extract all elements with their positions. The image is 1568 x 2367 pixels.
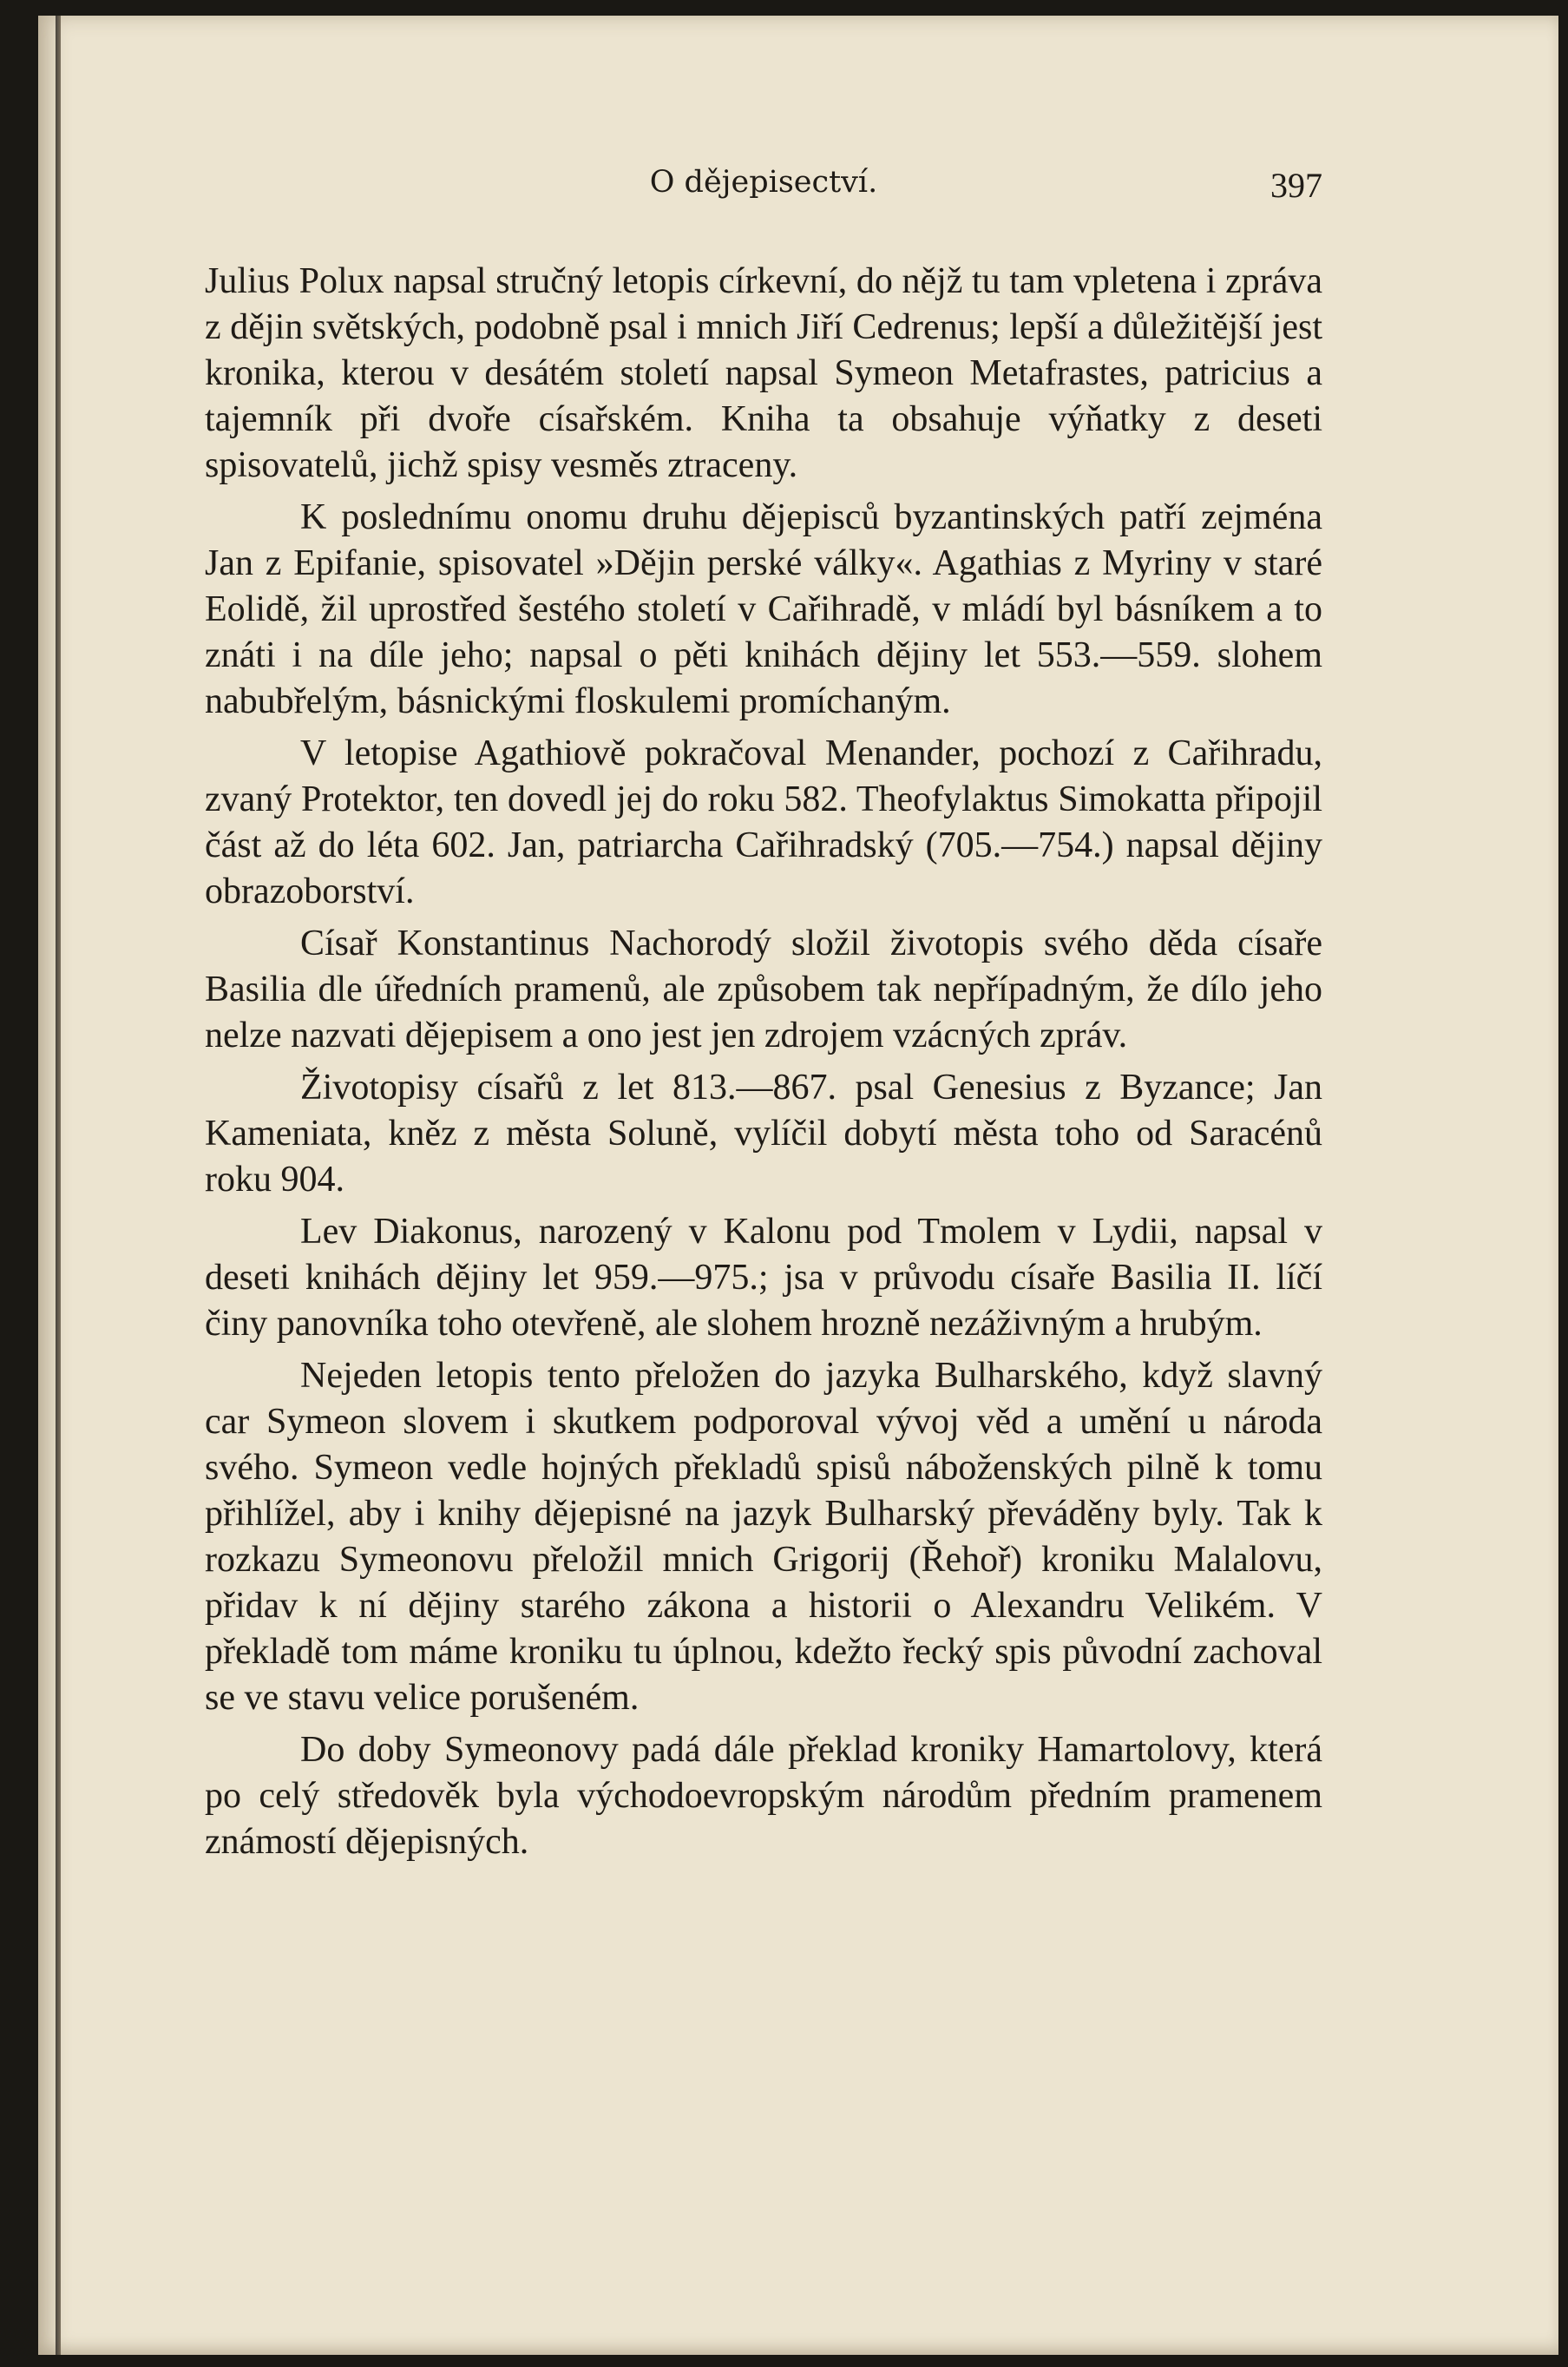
- running-title: O dějepisectví.: [649, 165, 878, 200]
- page-header: [205, 165, 1322, 214]
- binding-edge: [56, 16, 61, 2355]
- paragraph: Životopisy císařů z let 813.—867. psal Genesius z Byzance; Jan Kameniata, kněz z města Soluně, vylíčil dobytí města toho od Saracénů roku 904.: [205, 1068, 1322, 1200]
- body-text: [205, 259, 1322, 1865]
- paragraph: Julius Polux napsal stručný letopis církevní, do nějž tu tam vpletena i zpráva z dějin světských, podobně psal i mnich Jiří Cedrenus; lepší a důležitější jest kronika, kterou v desátém století napsal Symeon Metafrastes, patricius a tajemník při dvoře císařském. Kniha ta obsahuje výňatky z deseti spisovatelů, jichž spisy vesměs ztraceny.: [205, 261, 1322, 485]
- paragraph: Do doby Symeonovy padá dále překlad kroniky Hamartolovy, která po celý středověk byla východoevropským národům předním pramenem známostí dějepisných.: [205, 1730, 1322, 1862]
- paragraph: K poslednímu onomu druhu dějepisců byzantinských patří zejména Jan z Epifanie, spisovatel »Dějin perské války«. Agathias z Myriny v staré Eolidě, žil uprostřed šestého století v Cařihradě, v mládí byl básníkem a to znáti i na díle jeho; napsal o pěti knihách dějiny let 553.—559. slohem nabubřelým, básnickými floskulemi promíchaným.: [205, 497, 1322, 721]
- page-number: 397: [1270, 166, 1322, 205]
- paragraph: Nejeden letopis tento přeložen do jazyka Bulharského, když slavný car Symeon slovem i skutkem podporoval vývoj věd a umění u národa svého. Symeon vedle hojných překladů spisů náboženských pilně k tomu přihlížel, aby i knihy dějepisné na jazyk Bulharský převáděny byly. Tak k rozkazu Symeonovu přeložil mnich Grigorij (Řehoř) kroniku Malalovu, přidav k ní dějiny starého zákona a historii o Alexandru Velikém. V překladě tom máme kroniku tu úplnou, kdežto řecký spis původní zachoval se ve stavu velice porušeném.: [205, 1356, 1322, 1718]
- paragraph: Císař Konstantinus Nachorodý složil životopis svého děda císaře Basilia dle úředních pramenů, ale způsobem tak nepřípadným, že dílo jeho nelze nazvati dějepisem a ono jest jen zdrojem vzácných zpráv.: [205, 924, 1322, 1055]
- paragraph: Lev Diakonus, narozený v Kalonu pod Tmolem v Lydii, napsal v deseti knihách dějiny let 959.—975.; jsa v průvodu císaře Basilia II. líčí činy panovníka toho otevřeně, ale slohem hrozně nezáživným a hrubým.: [205, 1212, 1322, 1344]
- paragraph: V letopise Agathiově pokračoval Menander, pochozí z Cařihradu, zvaný Protektor, ten dovedl jej do roku 582. Theofylaktus Simokatta připojil část až do léta 602. Jan, patriarcha Cařihradský (705.—754.) napsal dějiny obrazoborství.: [205, 733, 1322, 911]
